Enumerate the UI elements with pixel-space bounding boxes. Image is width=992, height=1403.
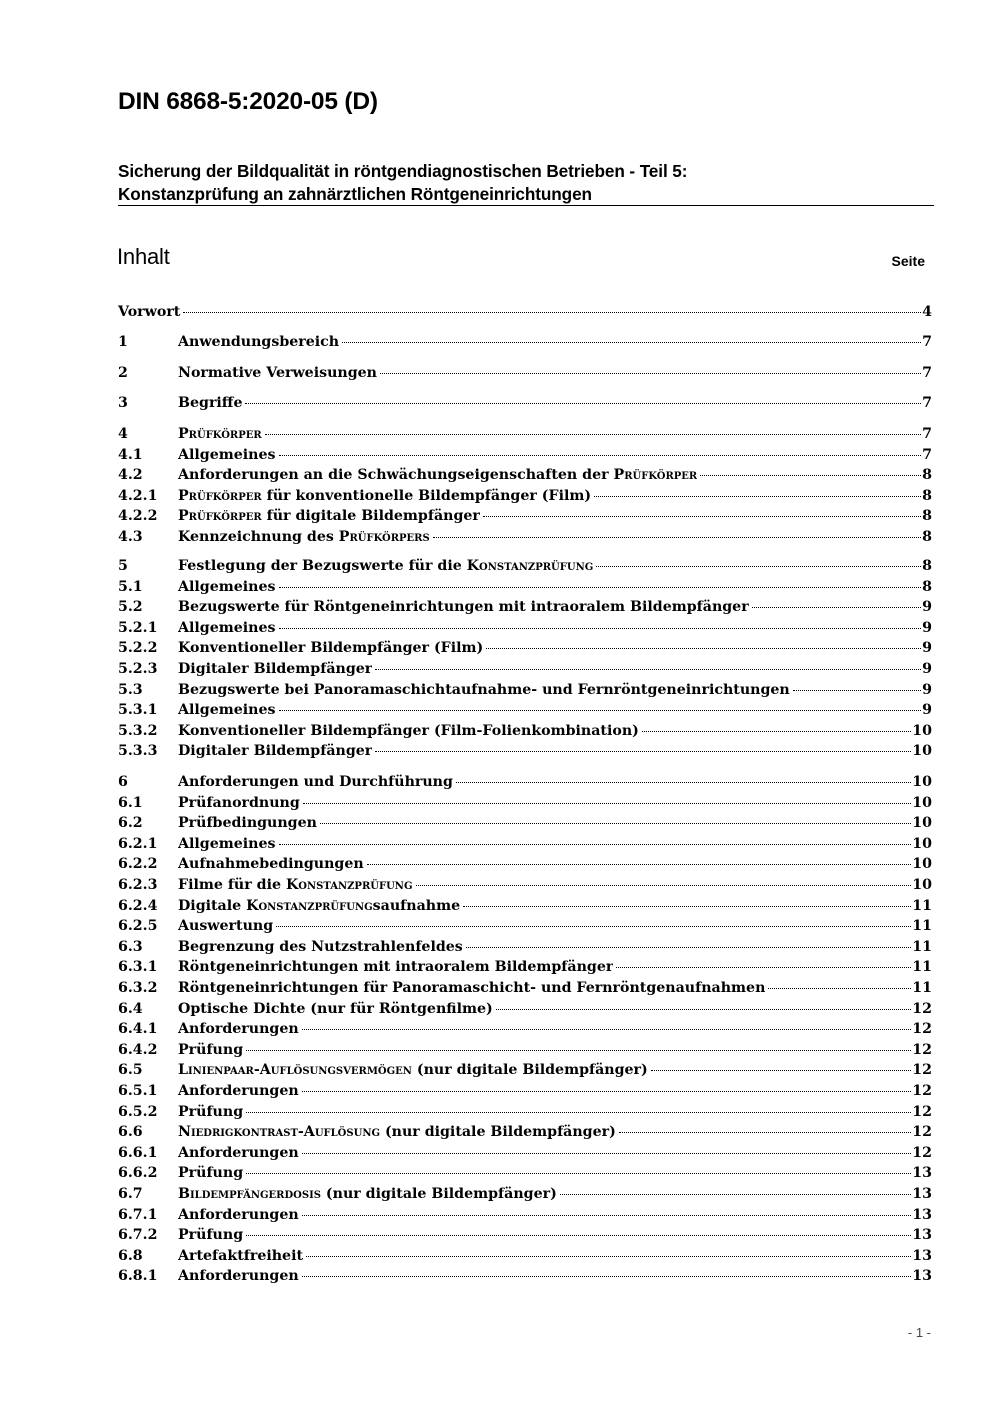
toc-entry[interactable]: [118, 465, 932, 485]
toc-entry-title: Linienpaar-Auflösungsvermögen (nur digitale Bildempfänger): [178, 1062, 648, 1078]
toc-entry-number: Vorwort: [118, 304, 181, 320]
toc-entry-title: Artefaktfreiheit: [178, 1248, 304, 1264]
toc-entry[interactable]: [118, 1266, 932, 1286]
toc-entry-title: Prüfanordnung: [178, 795, 300, 811]
toc-entry[interactable]: [118, 700, 932, 720]
toc-page-column-label: Seite: [891, 253, 925, 269]
toc-entry-number: 4.2.1: [118, 488, 158, 504]
toc-entry-title: Bezugswerte für Röntgeneinrichtungen mit intraoralem Bildempfänger: [178, 599, 749, 615]
toc-entry-title: Röntgeneinrichtungen für Panoramaschicht- und Fernröntgenaufnahmen: [178, 980, 766, 996]
toc-entry-number: 6.7.1: [118, 1207, 158, 1223]
toc-entry-page: 12: [912, 1062, 932, 1078]
toc-dot-leader: [302, 1215, 912, 1216]
toc-entry-title: Optische Dichte (nur für Röntgenfilme): [178, 1001, 493, 1017]
toc-entry-page: 9: [922, 640, 932, 656]
toc-dot-leader: [483, 516, 921, 517]
toc-entry-page: 10: [912, 836, 932, 852]
toc-entry-page: 9: [922, 702, 932, 718]
toc-entry-title: Niedrigkontrast-Auflösung (nur digitale Bildempfänger): [178, 1124, 616, 1140]
toc-entry[interactable]: [118, 680, 932, 700]
toc-entry-number: 5.2.3: [118, 661, 158, 677]
toc-entry-number: 5.1: [118, 579, 143, 595]
toc-entry[interactable]: [118, 577, 932, 597]
toc-entry-number: 1: [118, 334, 128, 350]
toc-entry[interactable]: [118, 721, 932, 741]
toc-dot-leader: [279, 587, 922, 588]
toc-entry-page: 13: [912, 1268, 932, 1284]
toc-entry[interactable]: [118, 424, 932, 444]
toc-entry-page: 7: [922, 447, 932, 463]
toc-heading: Inhalt: [117, 244, 170, 269]
toc-entry-title: Röntgeneinrichtungen mit intraoralem Bildempfänger: [178, 959, 614, 975]
toc-entry-number: 6.2.2: [118, 856, 158, 872]
toc-entry-title: Anforderungen an die Schwächungseigenschaften der Prüfkörper: [178, 467, 698, 483]
toc-entry[interactable]: [118, 1081, 932, 1101]
toc-entry[interactable]: [118, 1122, 932, 1142]
toc-entry-page: 13: [912, 1248, 932, 1264]
toc-entry-title: Bildempfängerdosis (nur digitale Bildempfänger): [178, 1186, 557, 1202]
toc-dot-leader: [486, 648, 921, 649]
toc-entry[interactable]: [118, 1102, 932, 1122]
toc-dot-leader: [594, 496, 921, 497]
toc-entry[interactable]: [118, 363, 932, 383]
toc-dot-leader: [279, 455, 922, 456]
toc-entry-title: Prüfung: [178, 1227, 244, 1243]
toc-entry-page: 9: [922, 661, 932, 677]
toc-entry[interactable]: [118, 556, 932, 576]
toc-entry[interactable]: [118, 875, 932, 895]
toc-entry-title: Prüfkörper für digitale Bildempfänger: [178, 508, 480, 524]
toc-entry[interactable]: [118, 302, 932, 322]
toc-entry[interactable]: [118, 1225, 932, 1245]
toc-entry-page: 8: [922, 508, 932, 524]
toc-entry-number: 4.3: [118, 529, 143, 545]
toc-entry-number: 5.3: [118, 682, 143, 698]
toc-entry[interactable]: [118, 741, 932, 761]
toc-dot-leader: [433, 537, 921, 538]
toc-dot-leader: [375, 751, 911, 752]
toc-dot-leader: [246, 1112, 911, 1113]
toc-entry-number: 4.1: [118, 447, 143, 463]
toc-entry-number: 6.6: [118, 1124, 143, 1140]
toc-dot-leader: [466, 947, 911, 948]
toc-entry-page: 8: [922, 558, 932, 574]
toc-entry-page: 8: [922, 467, 932, 483]
toc-entry-title: Prüfung: [178, 1104, 244, 1120]
toc-entry-page: 9: [922, 682, 932, 698]
toc-dot-leader: [752, 607, 921, 608]
toc-entry-number: 5: [118, 558, 128, 574]
toc-entry[interactable]: [118, 1060, 932, 1080]
toc-entry-page: 12: [912, 1042, 932, 1058]
toc-entry-page: 13: [912, 1165, 932, 1181]
toc-entry-page: 11: [912, 918, 932, 934]
toc-entry-page: 7: [922, 365, 932, 381]
toc-entry-title: Begrenzung des Nutzstrahlenfeldes: [178, 939, 463, 955]
toc-dot-leader: [416, 885, 912, 886]
toc-entry[interactable]: [118, 486, 932, 506]
toc-dot-leader: [463, 906, 911, 907]
toc-entry-page: 12: [912, 1104, 932, 1120]
toc-entry-number: 5.3.1: [118, 702, 158, 718]
toc-entry-number: 5.3.2: [118, 723, 158, 739]
toc-entry-number: 6.3: [118, 939, 143, 955]
toc-entry-number: 6.4: [118, 1001, 143, 1017]
toc-dot-leader: [596, 566, 921, 567]
toc-entry[interactable]: [118, 772, 932, 792]
toc-entry-page: 13: [912, 1207, 932, 1223]
toc-entry-page: 13: [912, 1227, 932, 1243]
toc-entry-page: 13: [912, 1186, 932, 1202]
toc-dot-leader: [642, 731, 911, 732]
toc-entry-page: 10: [912, 774, 932, 790]
toc-dot-leader: [380, 373, 921, 374]
toc-entry-number: 6.2.3: [118, 877, 158, 893]
toc-entry-title: Prüfkörper: [178, 426, 262, 442]
toc-entry-title: Kennzeichnung des Prüfkörpers: [178, 529, 430, 545]
toc-entry-number: 6.2.1: [118, 836, 158, 852]
toc-entry-title: Anwendungsbereich: [178, 334, 340, 350]
toc-entry-number: 2: [118, 365, 128, 381]
toc-entry-page: 4: [922, 304, 932, 320]
toc-entry[interactable]: [118, 527, 932, 547]
toc-entry-page: 11: [912, 980, 932, 996]
toc-entry-title: Allgemeines: [178, 620, 276, 636]
toc-entry-title: Digitale Konstanzprüfungsaufnahme: [178, 898, 461, 914]
toc-entry-title: Anforderungen: [178, 1145, 299, 1161]
toc-entry[interactable]: [118, 597, 932, 617]
toc-entry-page: 12: [912, 1001, 932, 1017]
toc-dot-leader: [246, 1235, 911, 1236]
toc-dot-leader: [320, 823, 911, 824]
toc-entry[interactable]: [118, 1143, 932, 1163]
toc-dot-leader: [619, 1132, 911, 1133]
toc-entry-number: 6.2: [118, 815, 143, 831]
toc-entry[interactable]: [118, 506, 932, 526]
page-number: - 1 -: [907, 1325, 931, 1340]
toc-entry[interactable]: [118, 896, 932, 916]
document-id: DIN 6868-5:2020-05 (D): [118, 88, 378, 115]
toc-entry-title: Allgemeines: [178, 447, 276, 463]
toc-entry-number: 4: [118, 426, 128, 442]
toc-entry[interactable]: [118, 813, 932, 833]
toc-entry-title: Aufnahmebedingungen: [178, 856, 364, 872]
toc-entry-title: Konventioneller Bildempfänger (Film): [178, 640, 484, 656]
toc-entry-title: Allgemeines: [178, 702, 276, 718]
toc-dot-leader: [496, 1009, 912, 1010]
toc-dot-leader: [456, 782, 911, 783]
document-title-line-2: Konstanzprüfung an zahnärztlichen Röntgeneinrichtungen: [118, 183, 592, 204]
toc-entry-number: 6.6.2: [118, 1165, 158, 1181]
toc-entry-page: 12: [912, 1021, 932, 1037]
toc-entry-title: Prüfung: [178, 1165, 244, 1181]
toc-entry-title: Filme für die Konstanzprüfung: [178, 877, 413, 893]
toc-entry[interactable]: [118, 854, 932, 874]
toc-entry-page: 11: [912, 939, 932, 955]
toc-entry-title: Anforderungen: [178, 1021, 299, 1037]
toc-entry-title: Digitaler Bildempfänger: [178, 661, 373, 677]
toc-entry[interactable]: [118, 937, 932, 957]
toc-entry-number: 5.2.1: [118, 620, 158, 636]
toc-dot-leader: [302, 1276, 912, 1277]
toc-entry-number: 4.2: [118, 467, 143, 483]
toc-dot-leader: [246, 1050, 911, 1051]
toc-entry[interactable]: [118, 638, 932, 658]
toc-entry-page: 10: [912, 743, 932, 759]
toc-dot-leader: [302, 1029, 912, 1030]
toc-entry-number: 6.5.2: [118, 1104, 158, 1120]
toc-dot-leader: [303, 803, 911, 804]
toc-entry-title: Prüfkörper für konventionelle Bildempfänger (Film): [178, 488, 592, 504]
toc-entry-number: 6.7: [118, 1186, 143, 1202]
toc-dot-leader: [279, 628, 922, 629]
toc-entry[interactable]: [118, 957, 932, 977]
toc-entry-number: 3: [118, 395, 128, 411]
toc-dot-leader: [768, 988, 911, 989]
toc-entry-number: 6.2.5: [118, 918, 158, 934]
toc-entry-title: Anforderungen: [178, 1268, 299, 1284]
toc-entry-page: 9: [922, 620, 932, 636]
toc-dot-leader: [245, 403, 921, 404]
toc-entry-number: 6.5: [118, 1062, 143, 1078]
toc-entry[interactable]: [118, 1184, 932, 1204]
toc-entry-page: 12: [912, 1145, 932, 1161]
toc-entry-number: 6.7.2: [118, 1227, 158, 1243]
toc-entry-number: 5.2: [118, 599, 143, 615]
toc-entry-title: Anforderungen und Durchführung: [178, 774, 453, 790]
toc-dot-leader: [306, 1256, 911, 1257]
toc-entry-page: 7: [922, 395, 932, 411]
toc-dot-leader: [302, 1091, 912, 1092]
toc-dot-leader: [246, 1173, 911, 1174]
toc-dot-leader: [560, 1194, 911, 1195]
toc-entry-number: 6.4.1: [118, 1021, 158, 1037]
toc-dot-leader: [265, 434, 921, 435]
toc-dot-leader: [375, 669, 921, 670]
toc-entry-number: 6.3.2: [118, 980, 158, 996]
toc-entry-page: 10: [912, 815, 932, 831]
toc-entry-page: 10: [912, 856, 932, 872]
toc-entry-title: Allgemeines: [178, 579, 276, 595]
toc-entry-title: Prüfbedingungen: [178, 815, 317, 831]
toc-entry-title: Normative Verweisungen: [178, 365, 377, 381]
toc-entry-title: Konventioneller Bildempfänger (Film-Folienkombination): [178, 723, 639, 739]
toc-entry-page: 11: [912, 959, 932, 975]
toc-entry-page: 12: [912, 1083, 932, 1099]
toc-entry[interactable]: [118, 978, 932, 998]
toc-dot-leader: [279, 710, 922, 711]
toc-entry-page: 10: [912, 795, 932, 811]
toc-entry[interactable]: [118, 445, 932, 465]
toc-entry-number: 6.2.4: [118, 898, 158, 914]
toc-entry-number: 6.1: [118, 795, 143, 811]
toc-entry[interactable]: [118, 834, 932, 854]
toc-entry-number: 6.6.1: [118, 1145, 158, 1161]
toc-entry[interactable]: [118, 393, 932, 413]
toc-dot-leader: [651, 1070, 912, 1071]
toc-entry-title: Anforderungen: [178, 1083, 299, 1099]
toc-entry[interactable]: [118, 1163, 932, 1183]
document-title: [118, 160, 934, 205]
toc-entry-title: Begriffe: [178, 395, 243, 411]
toc-entry-title: Bezugswerte bei Panoramaschichtaufnahme- und Fernröntgeneinrichtungen: [178, 682, 790, 698]
toc-entry[interactable]: [118, 1040, 932, 1060]
toc-entry-page: 9: [922, 599, 932, 615]
toc-entry-title: Allgemeines: [178, 836, 276, 852]
toc-entry-page: 10: [912, 877, 932, 893]
toc-entry[interactable]: [118, 999, 932, 1019]
toc-entry[interactable]: [118, 659, 932, 679]
title-divider: [118, 205, 934, 206]
toc-dot-leader: [183, 312, 921, 313]
toc-entry-page: 10: [912, 723, 932, 739]
toc-entry-page: 8: [922, 529, 932, 545]
toc-entry-page: 7: [922, 426, 932, 442]
toc-dot-leader: [793, 690, 921, 691]
toc-dot-leader: [302, 1153, 912, 1154]
toc-dot-leader: [367, 864, 912, 865]
toc-dot-leader: [276, 926, 911, 927]
toc-dot-leader: [342, 342, 921, 343]
toc-entry-title: Digitaler Bildempfänger: [178, 743, 373, 759]
toc-entry-number: 6.8: [118, 1248, 143, 1264]
toc-entry[interactable]: [118, 618, 932, 638]
toc-dot-leader: [616, 967, 911, 968]
toc-entry-number: 5.3.3: [118, 743, 158, 759]
toc-entry-page: 7: [922, 334, 932, 350]
toc-entry-number: 6.5.1: [118, 1083, 158, 1099]
document-title-line-1: Sicherung der Bildqualität in röntgendiagnostischen Betrieben - Teil 5:: [118, 161, 688, 181]
toc-entry[interactable]: [118, 916, 932, 936]
toc-entry-number: 6.3.1: [118, 959, 158, 975]
toc-dot-leader: [279, 844, 912, 845]
toc-entry[interactable]: [118, 332, 932, 352]
toc-entry[interactable]: [118, 793, 932, 813]
toc-entry-page: 8: [922, 579, 932, 595]
toc-entry-page: 8: [922, 488, 932, 504]
toc-entry-number: 5.2.2: [118, 640, 158, 656]
toc-entry-number: 6.4.2: [118, 1042, 158, 1058]
toc-entry-page: 11: [912, 898, 932, 914]
toc-entry-page: 12: [912, 1124, 932, 1140]
toc-entry-title: Auswertung: [178, 918, 274, 934]
toc-entry-number: 6.8.1: [118, 1268, 158, 1284]
toc-entry-title: Festlegung der Bezugswerte für die Konstanzprüfung: [178, 558, 594, 574]
toc-entry[interactable]: [118, 1246, 932, 1266]
toc-entry[interactable]: [118, 1205, 932, 1225]
toc-entry-title: Prüfung: [178, 1042, 244, 1058]
toc-entry[interactable]: [118, 1019, 932, 1039]
toc-entry-number: 4.2.2: [118, 508, 158, 524]
toc-entry-title: Anforderungen: [178, 1207, 299, 1223]
toc-entry-number: 6: [118, 774, 128, 790]
toc-dot-leader: [700, 475, 921, 476]
